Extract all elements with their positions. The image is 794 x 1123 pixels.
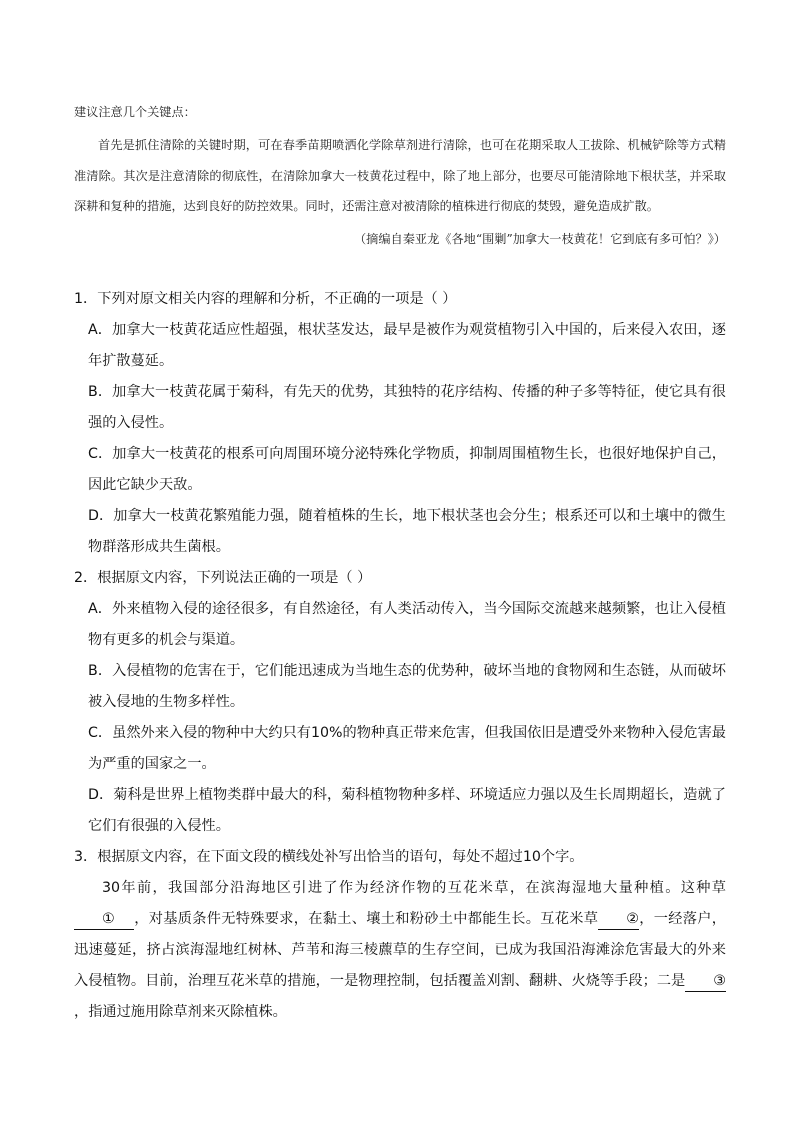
question-1-stem: 1．下列对原文相关内容的理解和分析，不正确的一项是（ ） <box>74 291 457 307</box>
question-3 <box>74 842 726 1028</box>
question-2-option-d: D．菊科是世界上植物类群中最大的科，菊科植物物种多样、环境适应力强以及生长周期超长，造就了它们有很强的入侵性。 <box>88 787 726 834</box>
question-1-option-b: B．加拿大一枝黄花属于菊科，有先天的优势，其独特的花序结构、传播的种子多等特征，使它具有很强的入侵性。 <box>88 384 726 431</box>
fill-blank-3: ③ <box>685 971 726 992</box>
question-3-text-2: ，对基质条件无特殊要求，在黏土、壤土和粉砂土中都能生长。互花米草 <box>134 911 599 927</box>
question-3-stem: 3．根据原文内容，在下面文段的横线处补写出恰当的语句，每处不超过10个字。 <box>74 849 584 865</box>
fill-blank-1: ① <box>74 909 134 930</box>
question-2-option-b: B．入侵植物的危害在于，它们能迅速成为当地生态的优势种，破坏当地的食物网和生态链，从而破坏被入侵地的生物多样性。 <box>88 663 726 710</box>
question-1-option-a: A．加拿大一枝黄花适应性超强，根状茎发达，最早是被作为观赏植物引入中国的，后来侵入农田，逐年扩散蔓延。 <box>88 322 726 369</box>
fill-blank-2: ② <box>598 909 639 930</box>
question-2 <box>74 563 726 842</box>
question-3-text-1: 30年前，我国部分沿海地区引进了作为经济作物的互花米草，在滨海湿地大量种植。这种草 <box>102 880 726 896</box>
passage-source: （摘编自秦亚龙《各地“围剿”加拿大一枝黄花！它到底有多可怕？》） <box>354 231 726 246</box>
passage-paragraph: 首先是抓住清除的关键时期，可在春季苗期喷洒化学除草剂进行清除，也可在花期采取人工拔除、机械铲除等方式精准清除。其次是注意清除的彻底性，在清除加拿大一枝黄花过程中，除了地上部分，也要尽可能清除地下根状茎，并采取深耕和复种的措施，达到良好的防控效果。同时，还需注意对被清除的植株进行彻底的焚毁，避免造成扩散。 <box>74 138 726 213</box>
question-2-stem: 2．根据原文内容，下列说法正确的一项是（ ） <box>74 570 372 586</box>
question-section <box>74 284 726 1028</box>
passage-intro: 建议注意几个关键点： <box>74 105 196 119</box>
question-1-option-d: D．加拿大一枝黄花繁殖能力强，随着植株的生长，地下根状茎也会分生；根系还可以和土壤中的微生物群落形成共生菌根。 <box>88 508 726 555</box>
question-2-option-a: A．外来植物入侵的途径很多，有自然途径，有人类活动传入，当今国际交流越来越频繁，也让入侵植物有更多的机会与渠道。 <box>88 601 726 648</box>
question-1-option-c: C．加拿大一枝黄花的根系可向周围环境分泌特殊化学物质，抑制周围植物生长，也很好地保护自己，因此它缺少天敌。 <box>88 446 726 493</box>
question-2-option-c: C．虽然外来入侵的物种中大约只有10%的物种真正带来危害，但我国依旧是遭受外来物种入侵危害最为严重的国家之一。 <box>88 725 726 772</box>
question-1 <box>74 284 726 563</box>
question-3-text-3: ，一经落户，迅速蔓延，挤占滨海湿地红树林、芦苇和海三棱藨草的生存空间，已成为我国沿海滩涂危害最大的外来入侵植物。目前，治理互花米草的措施，一是物理控制，包括覆盖刈割、翻耕、火烧等手段；二是 <box>74 911 726 989</box>
question-3-text-4: ，指通过施用除草剂来灭除植株。 <box>74 1004 287 1020</box>
reading-passage <box>74 100 726 252</box>
question-3-passage <box>74 873 726 1028</box>
